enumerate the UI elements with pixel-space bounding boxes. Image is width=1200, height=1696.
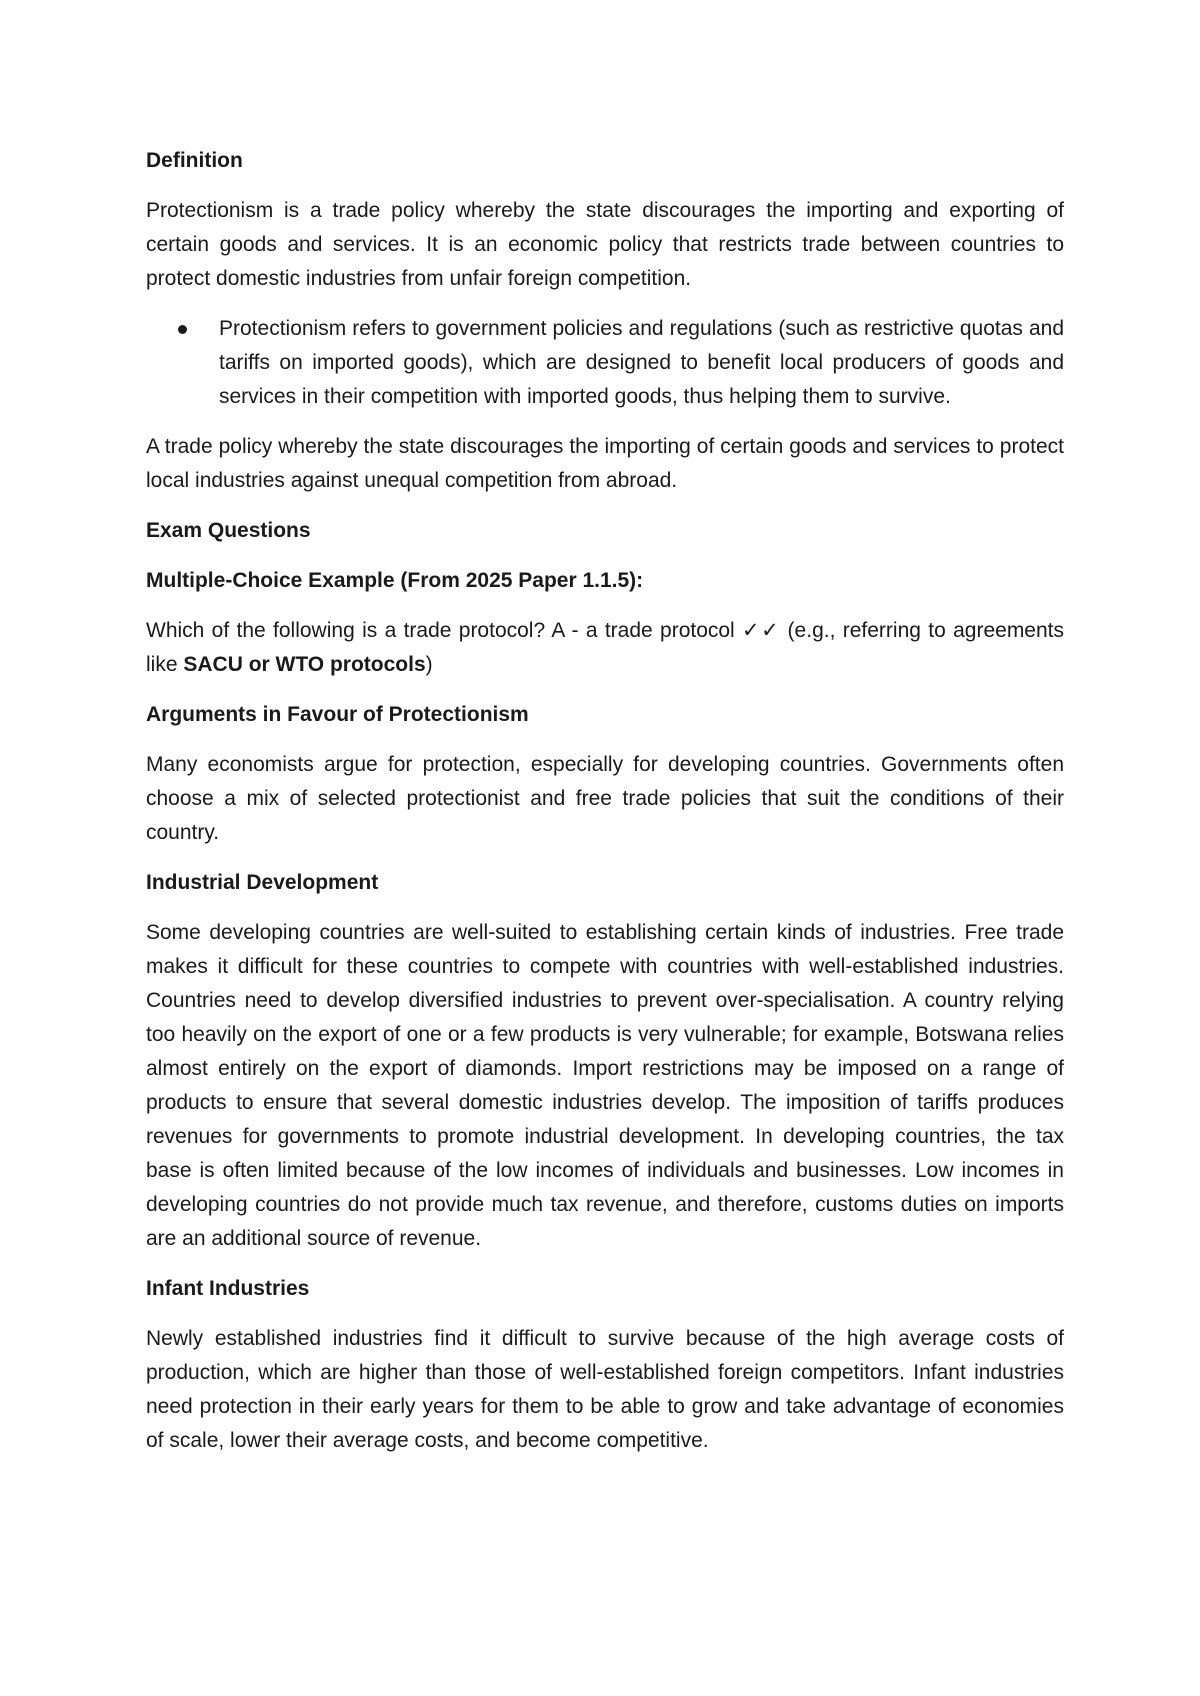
bullet-dot-icon <box>178 325 187 334</box>
definition-heading: Definition <box>146 149 243 172</box>
arguments-heading: Arguments in Favour of Protectionism <box>146 703 529 726</box>
infant-industries-paragraph: Newly established industries find it difficult to survive because of the high average costs of production, which are higher than those of well-established foreign competitors. Infant industries need protection in their early years for them to be able to grow and take advantage of economies of scale, lower their average costs, and become competitive. <box>146 1327 1064 1452</box>
industrial-development-paragraph: Some developing countries are well-suited to establishing certain kinds of industries. Free trade makes it difficult for these countries to compete with countries with well-established industries. Countries need to develop diversified industries to prevent over-specialisation. A country relying too heavily on the export of one or a few products is very vulnerable; for example, Botswana relies almost entirely on the export of diamonds. Import restrictions may be imposed on a range of products to ensure that several domestic industries develop. The imposition of tariffs produces revenues for governments to promote industrial development. In developing countries, the tax base is often limited because of the low incomes of individuals and businesses. Low incomes in developing countries do not provide much tax revenue, and therefore, customs duties on imports are an additional source of revenue. <box>146 921 1064 1250</box>
exam-questions-heading: Exam Questions <box>146 519 311 542</box>
multiple-choice-heading: Multiple-Choice Example (From 2025 Paper 1.1.5): <box>146 569 644 592</box>
multiple-choice-close: ) <box>425 653 433 676</box>
bullet-text: Protectionism refers to government policies and regulations (such as restrictive quotas and tariffs on imported goods), which are designed to benefit local producers of goods and services in their competition with imported goods, thus helping them to survive. <box>219 317 1064 408</box>
multiple-choice-text: Which of the following is a trade protocol? A - a trade protocol ✓✓ (e.g., referring to agreements like <box>146 619 1064 676</box>
industrial-development-heading: Industrial Development <box>146 871 379 894</box>
definition-summary-paragraph: A trade policy whereby the state discourages the importing of certain goods and services to protect local industries against unequal competition from abroad. <box>146 435 1064 492</box>
multiple-choice-bold-text: SACU or WTO protocols <box>183 653 426 676</box>
multiple-choice-paragraph <box>146 614 1064 682</box>
definition-bullet-list <box>146 312 1064 414</box>
bullet-item <box>219 312 1064 414</box>
definition-paragraph: Protectionism is a trade policy whereby the state discourages the importing and exporting of certain goods and services. It is an economic policy that restricts trade between countries to protect domestic industries from unfair foreign competition. <box>146 199 1064 290</box>
infant-industries-heading: Infant Industries <box>146 1277 310 1300</box>
document-page <box>146 144 1064 1474</box>
arguments-paragraph: Many economists argue for protection, especially for developing countries. Governments often choose a mix of selected protectionist and free trade policies that suit the conditions of their country. <box>146 753 1064 844</box>
